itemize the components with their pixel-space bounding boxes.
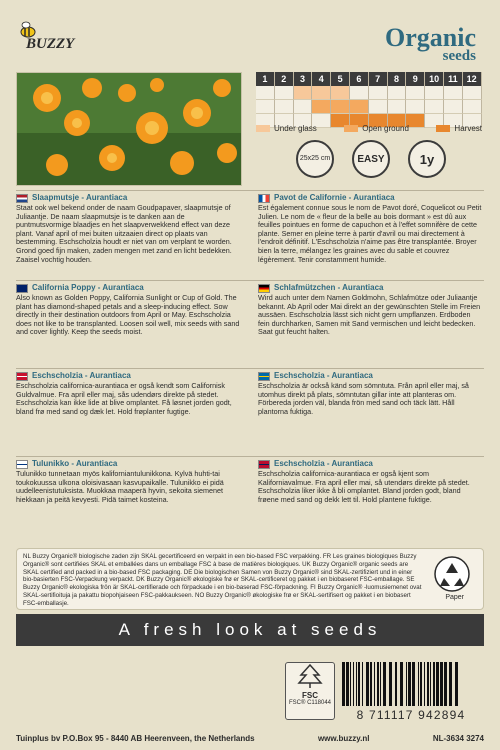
legend-under-glass: Under glass: [256, 124, 317, 133]
section-fr-title: Pavot de Californie - Aurantiaca: [274, 193, 395, 203]
calendar-legend: [256, 124, 482, 133]
section-fi-text: Tulunikko tunnetaan myös kaliforniantulunikkona. Kylvä huhti-tai toukokuussa ulkona oloisivasaan kasvupaikalle. Tulunikko ei pidä uudelleenistutuksista. Muokkaa maaperä hyvin, sekoita siemenet hiekkaan ja peitä kevyesti. Pidä taimet kosteina.: [16, 469, 224, 504]
poppy-photo: [16, 72, 242, 186]
calendar-cell: [294, 100, 313, 114]
calendar-cell: [331, 86, 350, 100]
paper-label: Paper: [445, 594, 464, 601]
section-nl-text: Staat ook wel bekend onder de naam Goudpapaver, slaapmutsje of Juliaantje. De naam slaapmutsje is te danken aan de puntmutsvormige blaadjes en het slaapverwekkend effect van deze plant. Vanaf april of mei buiten uitzaaien direct op plaats van bestemming. Eschscholzia houdt er niet van om verplant te worden. Grond goed fijn maken, zaden mengen met zand en licht bedekken. Zaaisel vochtig houden.: [16, 203, 232, 264]
calendar-cell: [388, 86, 407, 100]
section-no-text: Eschscholzia californica-aurantiaca er også kjent som Kaliforniavalmue. Fra april eller mai, så utendørs direkte på stedet. Eschscholzia liker ikke å bli omplantet. Bland jorden godt, bland frøene med sand og dekk lett til. Hold plantene fuktige.: [258, 469, 470, 504]
calendar-cell: [350, 100, 369, 114]
divider: [16, 280, 484, 281]
barcode-bar: [444, 662, 447, 706]
calendar-cell: [275, 86, 294, 100]
month-cell: 6: [350, 72, 369, 86]
month-cell: 12: [463, 72, 482, 86]
calendar-cell: [294, 86, 313, 100]
calendar-row-open-ground: [256, 100, 482, 114]
month-cell: 3: [294, 72, 313, 86]
section-de-title: Schlafmützchen - Aurantiaca: [274, 283, 384, 293]
barcode-bar: [353, 662, 354, 706]
footer-code: NL-3634 3274: [432, 734, 484, 743]
barcode-bar: [420, 662, 422, 706]
calendar-cell: [406, 100, 425, 114]
section-de: [258, 284, 482, 337]
section-no: [258, 460, 482, 504]
barcode-bar: [370, 662, 372, 706]
section-no-title: Eschscholzia - Aurantiaca: [274, 459, 373, 469]
section-fr-text: Est également connue sous le nom de Pavot doré, Coquelicot ou Petit Julien. Le nom de « fleur de la belle au bois dormant » est dû aux feuilles pointues en forme de capuchon et à l'effet somnifère de cette plante. Semer en pleine terre à partir d'avril ou mai directement à l'endroit définitif. L'Eschscholzia n'aime pas être transplantée. Broyer bien la terre, mélangez les graines avec du sable et couvrez légèrement. Tenir constamment humide.: [258, 203, 482, 264]
brand-name: BUZZY: [26, 36, 75, 52]
footer: [16, 734, 484, 743]
difficulty-icon: EASY: [352, 140, 390, 178]
barcode-bar: [430, 662, 431, 706]
barcode-bar: [433, 662, 435, 706]
calendar-cell: [406, 86, 425, 100]
section-dk: [16, 372, 240, 416]
calendar-cell: [425, 100, 444, 114]
calendar-row-under-glass: [256, 86, 482, 100]
info-icons: [296, 140, 446, 178]
barcode-bar: [346, 662, 349, 706]
calendar-cell: [463, 100, 482, 114]
seeds-word: seeds: [442, 48, 476, 64]
barcode-bar: [436, 662, 439, 706]
calendar-cell: [256, 100, 275, 114]
section-dk-title: Eschscholzia - Aurantiaca: [32, 371, 131, 381]
barcode-bar: [449, 662, 452, 706]
legend-open-ground: Open ground: [344, 124, 409, 133]
barcode-bar: [389, 662, 392, 706]
fsc-logo: [285, 662, 335, 720]
calendar-months: [256, 72, 482, 86]
calendar-cell: [256, 86, 275, 100]
month-cell: 8: [388, 72, 407, 86]
calendar-cell: [388, 100, 407, 114]
divider: [16, 456, 484, 457]
section-dk-text: Eschscholzia californica-aurantiaca er også kendt som Californisk Guldvalmue. Fra april eller maj, sås udendørs direkte på stedet. Eschscholzia kan ikke lide at blive omplantet. Få løsnet jorden godt, bland frø med sand og dæk let. Hold frøplanter fugtige.: [16, 381, 232, 416]
fsc-label: FSC: [302, 691, 318, 700]
barcode-bar: [424, 662, 425, 706]
fsc-tree-icon: [295, 663, 325, 689]
calendar-cell: [425, 86, 444, 100]
calendar-cell: [369, 86, 388, 100]
barcode-bar: [383, 662, 386, 706]
barcode-bar: [400, 662, 403, 706]
section-gb: [16, 284, 240, 337]
barcode-bar: [395, 662, 397, 706]
calendar-cell: [331, 100, 350, 114]
month-cell: 2: [275, 72, 294, 86]
barcode-bar: [377, 662, 379, 706]
recycle-icon: [434, 556, 470, 592]
section-nl-title: Slaapmutsje - Aurantiaca: [32, 193, 128, 203]
barcode-bar: [350, 662, 351, 706]
calendar-cell: [369, 100, 388, 114]
calendar-cell: [463, 86, 482, 100]
fsc-code: FSC® C118044: [289, 700, 331, 706]
annual-icon: 1y: [408, 140, 446, 178]
month-cell: 11: [444, 72, 463, 86]
barcode-bar: [362, 662, 363, 706]
month-cell: 5: [331, 72, 350, 86]
calendar-cell: [444, 100, 463, 114]
month-cell: 9: [406, 72, 425, 86]
calendar-cell: [444, 86, 463, 100]
barcode-number: 8 711117 942894: [356, 708, 466, 722]
calendar-cell: [312, 86, 331, 100]
organic-word: Organic: [385, 23, 476, 52]
barcode-bar: [374, 662, 375, 706]
section-gb-title: California Poppy - Aurantiaca: [32, 283, 144, 293]
section-fr: [258, 194, 482, 264]
barcode-bar: [418, 662, 419, 706]
barcode-bar: [366, 662, 369, 706]
sowing-calendar: [256, 72, 482, 128]
section-gb-text: Also known as Golden Poppy, California Sunlight or Cup of Gold. The plant has diamond-shaped petals and a sleep-inducing effect. Sow directly in their destination outdoors from April or May. Eschscholzia does not like to be transplanted. Loosen soil well, mix seeds with sand and cover lightly. Keep the seeds moist.: [16, 293, 240, 337]
barcode-bar: [406, 662, 407, 706]
month-cell: 7: [369, 72, 388, 86]
slogan-banner: A fresh look at seeds: [16, 614, 484, 646]
section-nl: [16, 194, 240, 264]
calendar-cell: [350, 86, 369, 100]
month-cell: 1: [256, 72, 275, 86]
barcode-bar: [358, 662, 360, 706]
barcode-bar: [455, 662, 458, 706]
divider: [16, 190, 484, 191]
section-fi-title: Tulunikko - Aurantiaca: [32, 459, 118, 469]
calendar-cell: [312, 100, 331, 114]
month-cell: 10: [425, 72, 444, 86]
certification-note: NL Buzzy Organic® biologische zaden zijn SKAL gecertificeerd en verpakt in een bio-based FSC verpakking. FR Les graines biologiques Buzzy Organic® sont certifiées SKAL et emballées dans un emballage FSC à base de matières biologiques. UK Buzzy Organic® organic seeds are SKAL certified and packed in a bio-based FSC packaging. DE Die biologischen Samen von Buzzy Organic® sind SKAL-zertifiziert und in einer bio-basierten FSC-Verpackung verpackt. DK Buzzy Organic® økologiske frø er SKAL-certificeret og pakket i en biobaseret FSC-emballage. SE Buzzy Organic® ekologiska frön är SKAL-certifierade och förpackade i en bio-baserad FSC-förpackning. FI Buzzy Organic® -luomusiemenet ovat SKAL-sertifioituja ja pakattu biopohjaiseen FSC-pakkaukseen. NO Buzzy Organic® økologiske frø er SKAL-sertifisert og pakket i en biobasert FSC-emballasje.: [16, 548, 484, 610]
organic-seeds-title: [385, 23, 476, 65]
spacing-icon: 25x25 cm: [296, 140, 334, 178]
barcode-bar: [356, 662, 357, 706]
barcode-bar: [427, 662, 429, 706]
month-cell: 4: [312, 72, 331, 86]
footer-address: Tuinplus bv P.O.Box 95 - 8440 AB Heerenveen, the Netherlands: [16, 734, 255, 743]
footer-website: www.buzzy.nl: [317, 734, 370, 743]
section-de-text: Wird auch unter dem Namen Goldmohn, Schlafmütze oder Juliaantje bekannt. Ab April oder Mai direkt an der gewünschten Stelle im Freien aussäen. Eschscholzia lässt sich nicht gern umpflanzen. Erdboden fein durchharken, Samen mit Sand vermischen und leicht bedecken. Saat gut feucht halten.: [258, 293, 481, 337]
legend-harvest: Harvest: [436, 124, 482, 133]
section-se-text: Eschscholzia är också känd som sömntuta. Från april eller maj, så utomhus direkt på plats, sömntutan gillar inte att planteras om. Förbereda jorden väl, blanda frön med sand och täck lätt. Håll plantorna fuktiga.: [258, 381, 469, 416]
barcode-bar: [412, 662, 415, 706]
barcode-bar: [380, 662, 381, 706]
barcode-bar: [408, 662, 411, 706]
section-fi: [16, 460, 240, 504]
calendar-cell: [275, 100, 294, 114]
section-se-title: Eschscholzia - Aurantiaca: [274, 371, 373, 381]
section-se: [258, 372, 482, 416]
barcode: [340, 662, 482, 706]
barcode-bar: [342, 662, 345, 706]
divider: [16, 368, 484, 369]
barcode-bar: [440, 662, 443, 706]
